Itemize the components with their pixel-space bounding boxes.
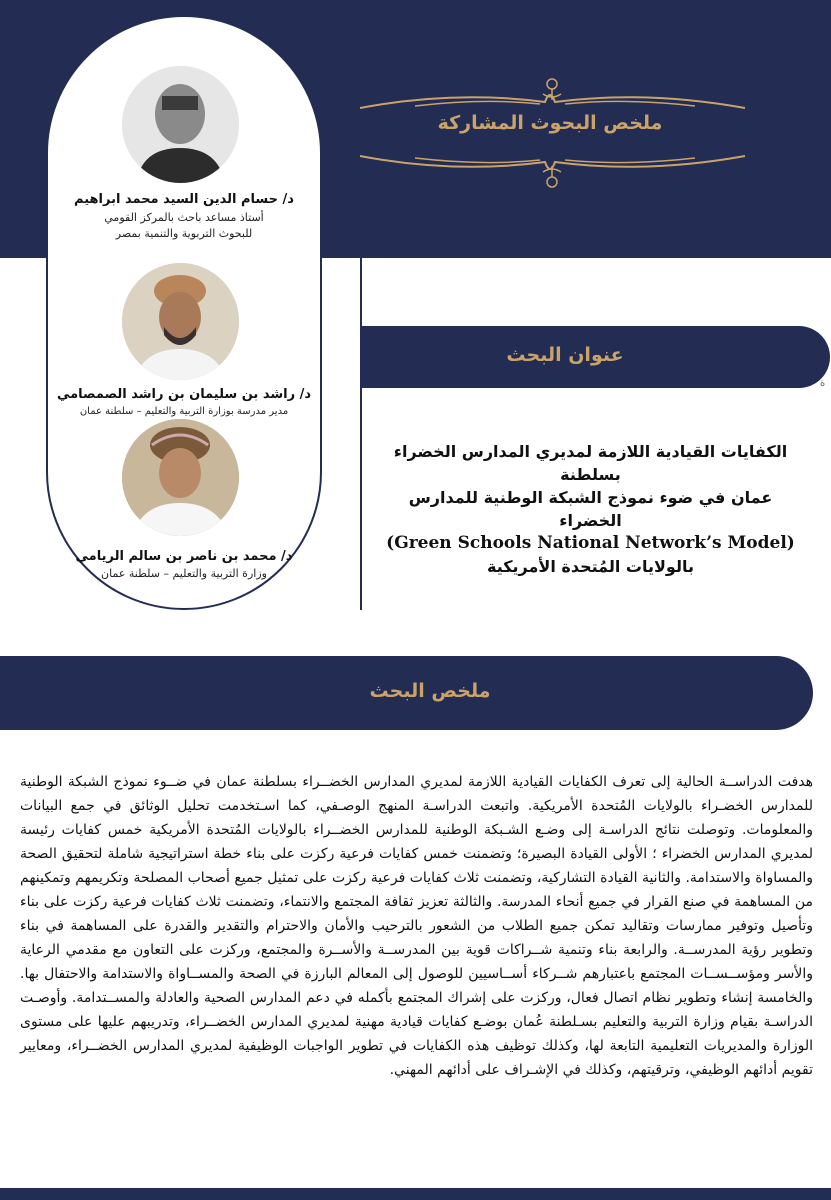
author-2-name: د/ راشد بن سليمان بن راشد الصمصامي bbox=[56, 387, 312, 402]
research-title-line2: عمان في ضوء نموذج الشبكة الوطنية للمدارس الخضراء bbox=[408, 488, 773, 530]
author-1-name: د/ حسام الدين السيد محمد ابراهيم bbox=[74, 192, 294, 207]
author-1-affiliation-line1: أستاذ مساعد باحث بالمركز القومي bbox=[104, 211, 264, 224]
research-title-line1: الكفايات القيادية اللازمة لمديري المدارس الخضراء بسلطنة bbox=[393, 442, 788, 484]
research-title-label: عنوان البحث bbox=[506, 344, 624, 366]
vertical-divider bbox=[360, 258, 362, 610]
bottom-ornament bbox=[355, 138, 750, 198]
author-1-affiliation-line2: للبحوث التربوية والتنمية بمصر bbox=[115, 227, 253, 240]
header-title: ملخص البحوث المشاركة bbox=[437, 112, 663, 134]
research-title-line4: بالولايات المُتحدة الأمريكية bbox=[487, 557, 694, 576]
author-photo-1 bbox=[122, 66, 239, 183]
author-3-name: د/ محمد بن ناصر بن سالم الريامي bbox=[75, 549, 293, 564]
research-title bbox=[378, 440, 803, 578]
author-2-affiliation: مدير مدرسة بوزارة التربية والتعليم – سلطنة عمان bbox=[79, 406, 289, 417]
author-photo-2 bbox=[122, 263, 239, 380]
side-mark: ة bbox=[820, 378, 826, 389]
author-photo-3 bbox=[122, 419, 239, 536]
abstract-text: هدفت الدراســة الحالية إلى تعرف الكفايات القيادية اللازمة لمديري المدارس الخضــراء بسلطنة عمان في ضــوء نموذج الشبكة الوطنية للمدارس الخضـراء بالولايات المُتحدة الأمريكية. واتبعت الدراسـة المنهج الوصـفي، كما اسـتخدمت تحليل الوثائق في جمع البيانات والمعلومات. وتوصلت نتائج الدراسـة إلى وضـع الشـبكة الوطنية للمدارس الخضــراء بالولايات المُتحدة الأمريكية خمس كفايات رئيسة لمديري المدارس الخضراء ؛ الأولى القيادة البصيرة؛ وتضمنت خمس كفايات فرعية ركزت على بناء خطة استراتيجية شاملة لتحقيق الصحة والمساواة والاستدامة. والثانية القيادة التشاركية، وتضمنت ثلاث كفايات فرعية ركزت على تمثيل جميع أصحاب المصلحة وتكريمهم وتمكينهم من المساهمة في صنع القرار في جميع أنحاء المدرسة. والثالثة تعزيز ثقافة المجتمع والانتماء، وتضمنت ثلاث كفايات فرعية ركزت على بناء وتأصيل وتوفير ممارسات وتقاليد تمكن جميع الطلاب من الشعور بالترحيب والأمان والاحترام والتقدير والقدرة على المساهمة في بناء وتطوير رؤية المدرســة. والرابعة بناء وتنمية شــراكات قوية بين المدرســة والأســرة والمجتمع، وركزت على التعاون مع مقدمي الرعاية والأسر ومؤســســات المجتمع باعتبارهم شــركاء أســاسيين للوصول إلى المعالم البارزة في الصحة والمســاواة والاستدامة والاحتفال بها. والخامسة إنشاء وتطوير نظام اتصال فعال، وركزت على إشراك المجتمع بأكمله في دعم المدارس الصحية والعادلة والمســتدامة. وأوصـت الدراسـة بقيام وزارة التربية والتعليم بسـلطنة عُمان بوضـع كفايات قيادية مهنية لمديري المدارس الخضــراء، وتدريبهم عليها على مستوى الوزارة والمديريات التعليمية التابعة لها، وكذلك توظيف هذه الكفايات في تطوير الواجبات الوظيفية لمديري المدارس الخضــراء، ومعايير تقويم أدائهم الوظيفي، وترقيتهم، وكذلك في الإشـراف على أدائهم المهني. bbox=[20, 774, 813, 1078]
author-3-affiliation: وزارة التربية والتعليم – سلطنة عمان bbox=[101, 567, 267, 580]
research-title-english: (Green Schools National Network’s Model) bbox=[386, 533, 795, 553]
footer-band bbox=[0, 1188, 831, 1200]
abstract-label: ملخص البحث bbox=[369, 680, 491, 702]
